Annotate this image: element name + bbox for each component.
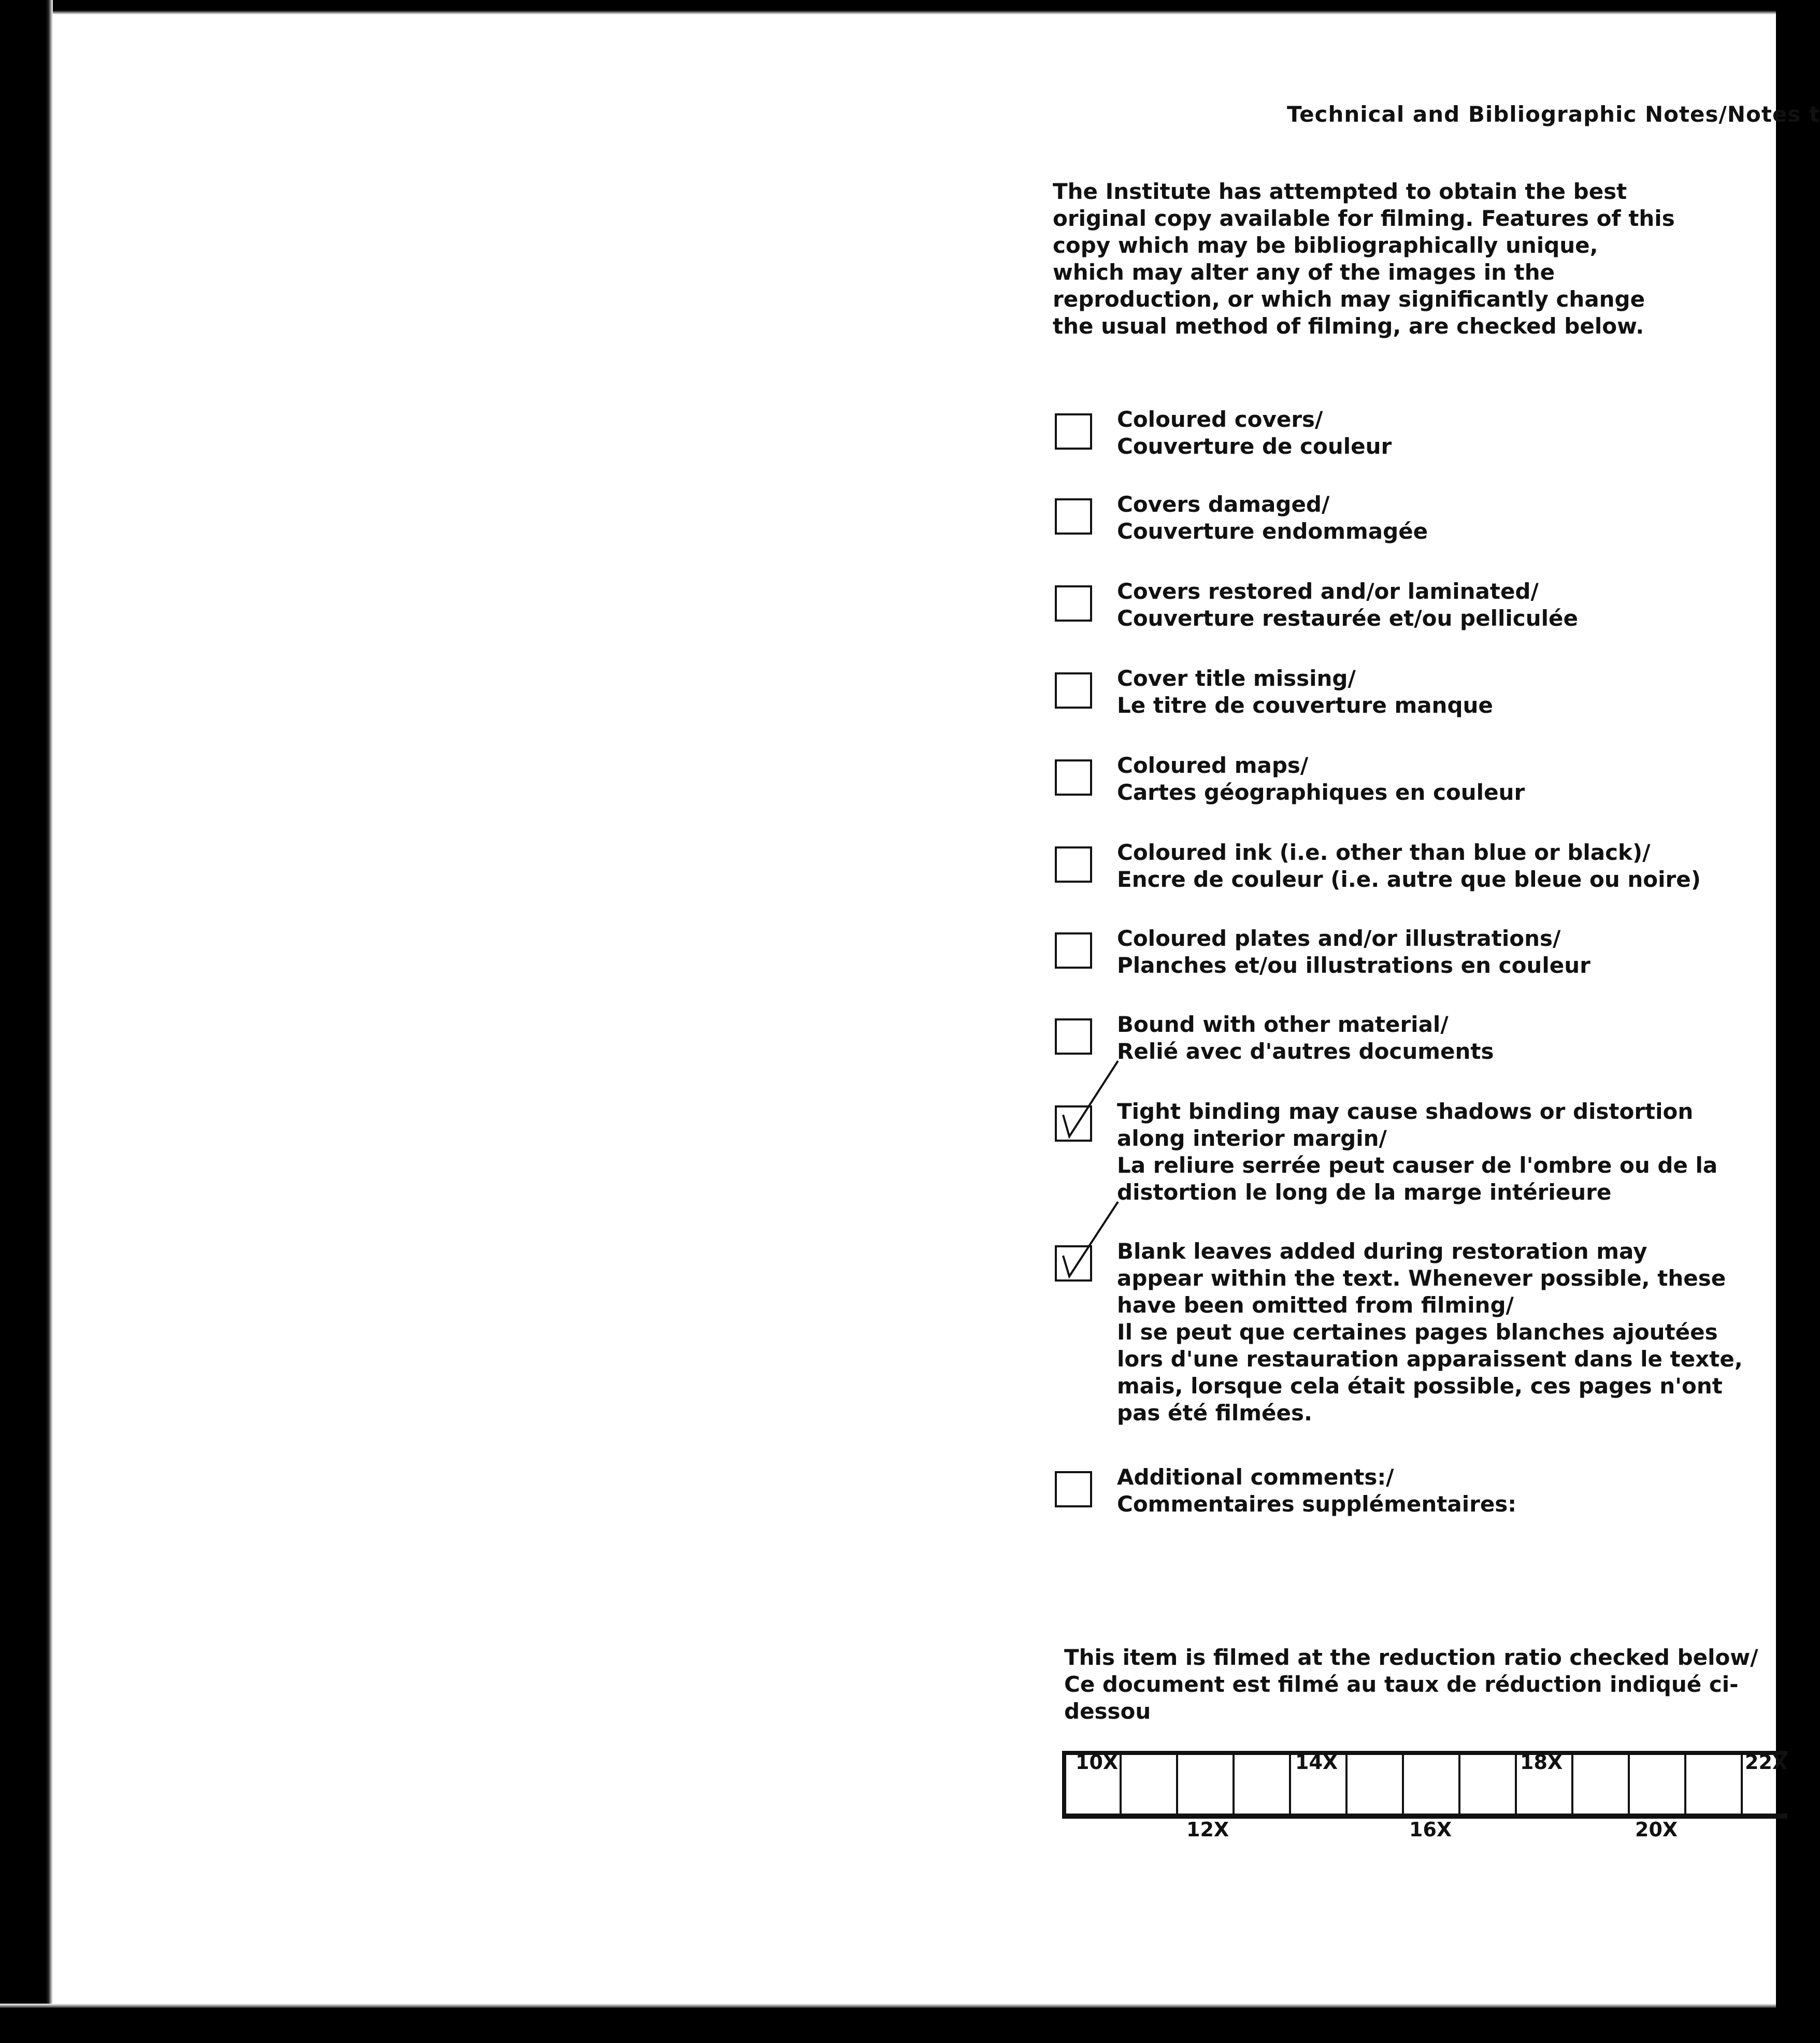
- reduction-scale: [1062, 1750, 1787, 1820]
- item-label: Additional comments:/ Commentaires supplémentaires:: [1117, 1464, 1517, 1517]
- ratio-label: 12X: [1186, 1818, 1229, 1841]
- checkbox[interactable]: [1055, 672, 1092, 709]
- item-label: Covers damaged/ Couverture endommagée: [1117, 492, 1428, 544]
- checkbox[interactable]: [1055, 759, 1092, 796]
- checkbox[interactable]: [1055, 932, 1092, 969]
- scan-border-bottom: [0, 2008, 1776, 2043]
- ratio-label: 16X: [1409, 1818, 1452, 1841]
- checkbox[interactable]: [1055, 1018, 1092, 1055]
- intro-paragraph: The Institute has attempted to obtain the best original copy available for filming. Features of this copy which may be bibliographically unique, which may alter any of the images in the reproduction, or which may significantly change the usual method of filming, are checked below.: [1053, 179, 1675, 339]
- ratio-label: 14X: [1295, 1751, 1338, 1774]
- item-label: Coloured ink (i.e. other than blue or black)/ Encre de couleur (i.e. autre que bleue ou noire): [1117, 840, 1701, 892]
- item-label: Covers restored and/or laminated/ Couverture restaurée et/ou pelliculée: [1117, 579, 1578, 631]
- ratio-label: 18X: [1520, 1751, 1563, 1774]
- scan-border-left: [0, 0, 48, 2043]
- scan-border-top-edge: [0, 10, 1776, 15]
- scan-border-top: [0, 0, 1776, 11]
- item-label: Blank leaves added during restoration may appear within the text. Whenever possible, these have been omitted from filming/ Il se peut que certaines pages blanches ajoutées lors d'une restauration apparaissent dans le texte, mais, lorsque cela était possible, ces pages n'ont pas été filmées.: [1117, 1239, 1743, 1426]
- check-mark-icon: [1052, 1199, 1124, 1287]
- reduction-ratio-text: This item is filmed at the reduction ratio checked below/ Ce document est filmé au taux de réduction indiqué ci-dessou: [1064, 1645, 1758, 1724]
- check-mark-icon: [1052, 1059, 1124, 1147]
- page-title: Technical and Bibliographic Notes/Notes t: [1287, 102, 1820, 127]
- checkbox[interactable]: [1055, 846, 1092, 883]
- checkbox[interactable]: [1055, 498, 1092, 535]
- ratio-label: 20X: [1635, 1818, 1678, 1841]
- ratio-label: 10X: [1076, 1751, 1119, 1774]
- item-label: Coloured plates and/or illustrations/ Planches et/ou illustrations en couleur: [1117, 926, 1590, 978]
- item-label: Cover title missing/ Le titre de couverture manque: [1117, 666, 1493, 718]
- checkbox[interactable]: [1055, 585, 1092, 622]
- scan-border-left-edge: [46, 0, 53, 2043]
- checkbox[interactable]: [1055, 413, 1092, 450]
- item-label: Tight binding may cause shadows or distortion along interior margin/ La reliure serrée peut causer de l'ombre ou de la distortion le long de la marge intérieure: [1117, 1099, 1718, 1205]
- checkbox[interactable]: [1055, 1471, 1092, 1507]
- ratio-label: 22X: [1745, 1751, 1788, 1774]
- item-label: Bound with other material/ Relié avec d'autres documents: [1117, 1012, 1494, 1064]
- item-label: Coloured maps/ Cartes géographiques en couleur: [1117, 753, 1525, 805]
- item-label: Coloured covers/ Couverture de couleur: [1117, 407, 1392, 459]
